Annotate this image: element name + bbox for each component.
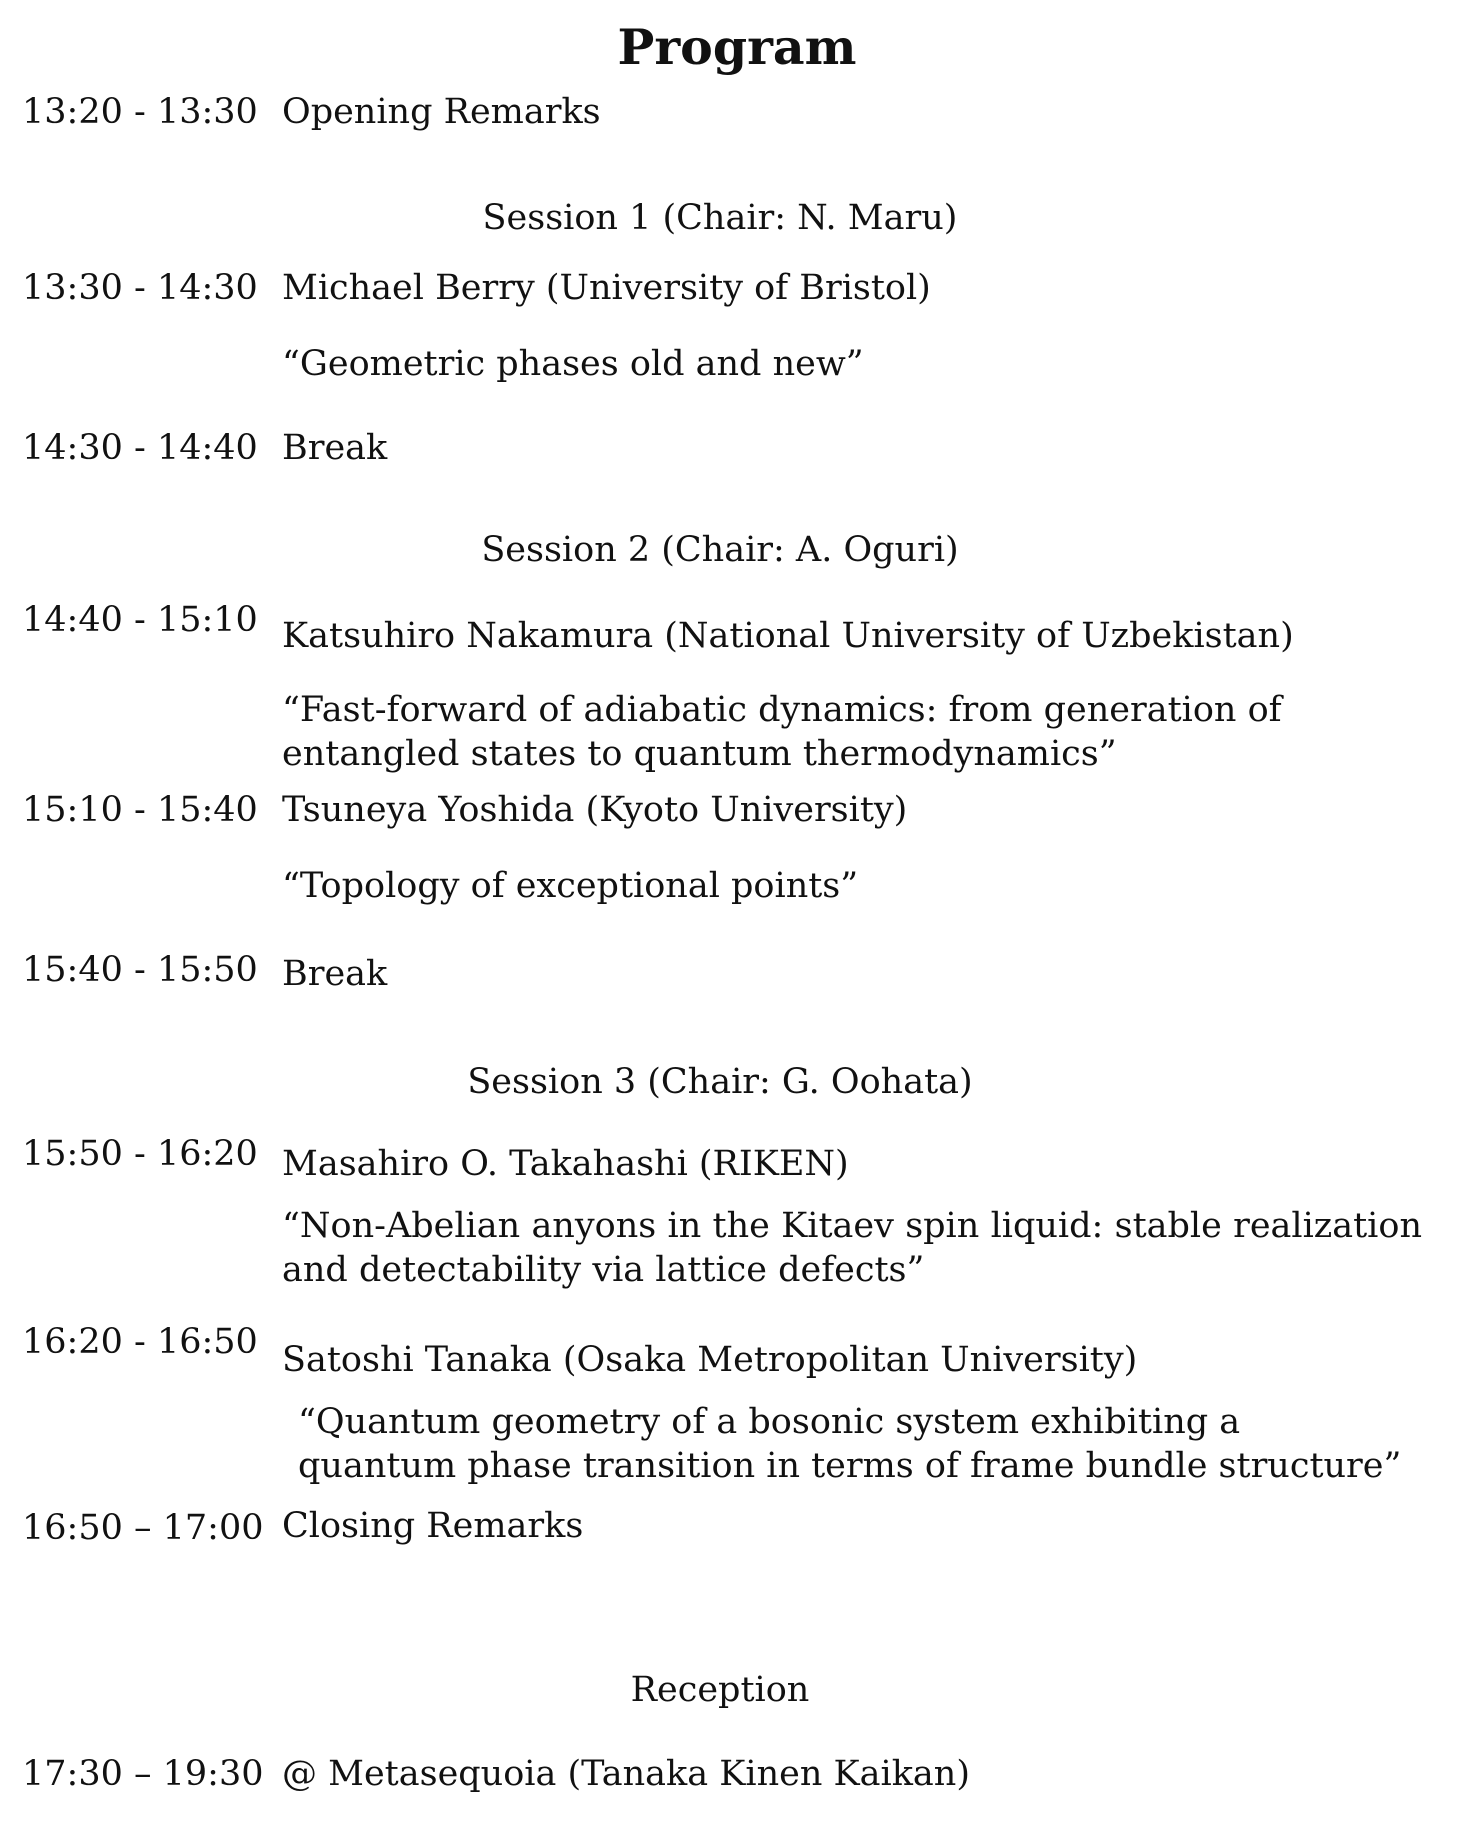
break-label: Break [282,954,388,994]
talk-title: “Non-Abelian anyons in the Kitaev spin liquid: stable realization and detectability via lattice defects” [282,1206,1422,1290]
talk-time: 15:50 - 16:20 [22,1134,258,1174]
page-title: Program [617,18,857,76]
talk-title: “Quantum geometry of a bosonic system exhibiting a quantum phase transition in terms of frame bundle structure” [298,1402,1402,1486]
talk-title: “Geometric phases old and new” [282,344,864,384]
talk-speaker: Tsuneya Yoshida (Kyoto University) [282,790,908,830]
break-label: Break [282,428,388,468]
opening-label: Opening Remarks [282,92,601,132]
reception-time: 17:30 – 19:30 [22,1754,264,1794]
break-time: 15:40 - 15:50 [22,950,258,990]
break-time: 14:30 - 14:40 [22,428,258,468]
talk-time: 15:10 - 15:40 [22,790,258,830]
talk-time: 14:40 - 15:10 [22,600,258,640]
talk-title: “Fast-forward of adiabatic dynamics: from generation of entangled states to quantum thermodynamics” [282,690,1282,774]
talk-speaker: Satoshi Tanaka (Osaka Metropolitan University) [282,1340,1138,1380]
talk-speaker: Michael Berry (University of Bristol) [282,268,931,308]
reception-heading: Reception [630,1670,810,1710]
session-3-heading: Session 3 (Chair: G. Oohata) [467,1062,973,1102]
talk-time: 16:20 - 16:50 [22,1322,258,1362]
closing-label: Closing Remarks [282,1506,584,1546]
session-2-heading: Session 2 (Chair: A. Oguri) [481,530,959,570]
opening-time: 13:20 - 13:30 [22,92,258,132]
talk-speaker: Masahiro O. Takahashi (RIKEN) [282,1144,849,1184]
talk-speaker: Katsuhiro Nakamura (National University of Uzbekistan) [282,616,1294,656]
reception-location: @ Metasequoia (Tanaka Kinen Kaikan) [282,1754,970,1794]
talk-time: 13:30 - 14:30 [22,268,258,308]
closing-time: 16:50 – 17:00 [22,1508,264,1548]
talk-title: “Topology of exceptional points” [282,866,859,906]
session-1-heading: Session 1 (Chair: N. Maru) [482,198,958,238]
